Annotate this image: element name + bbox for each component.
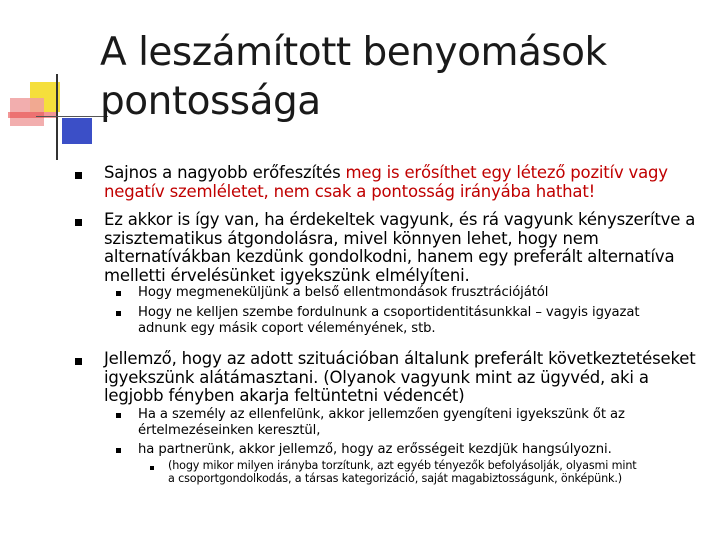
- bullet-line: szisztematikus átgondolásra, mivel könnyen lehet, hogy nem: [104, 228, 599, 248]
- bullet-text-prefix: Sajnos a nagyobb erőfeszítés: [104, 163, 346, 182]
- decorative-red-stripe: [8, 112, 56, 118]
- slide-title-line2: pontossága: [100, 79, 321, 124]
- sub-bullet-line: Hogy ne kelljen szembe fordulnunk a csoportidentitásunkkal – vagyis igyazat: [138, 305, 640, 320]
- bullet-text: [104, 350, 695, 406]
- bullet-text: [104, 211, 695, 285]
- sub-bullet-marker: [116, 413, 121, 418]
- decorative-blue-square: [62, 118, 92, 144]
- slide-title-line1: A leszámított benyomások: [100, 30, 607, 75]
- bullet-line: igyekszünk alátámasztani. (Olyanok vagyunk mint az ügyvéd, aki a: [104, 367, 649, 387]
- sub-sub-bullet-line: a csoportgondolkodás, a társas kategorizáció, saját magabiztosságunk, önképünk.): [168, 471, 622, 485]
- sub-bullet-marker: [116, 311, 121, 316]
- decorative-vertical-line: [56, 74, 58, 160]
- sub-bullet-line: Hogy megmeneküljünk a belső ellentmondások frusztrációjától: [138, 285, 549, 300]
- sub-bullet-line: Ha a személy az ellenfelünk, akkor jellemzően gyengíteni igyekszünk őt az: [138, 407, 625, 422]
- highlighted-text: negatív szemléletet, nem csak a pontosság irányába hathat!: [104, 181, 595, 201]
- sub-bullet-marker: [116, 291, 121, 296]
- bullet-marker: [75, 358, 82, 365]
- bullet-text: [104, 164, 668, 201]
- sub-sub-bullet-text: [168, 460, 637, 485]
- bullet-line: alternatívákban kezdünk gondolkodni, hanem egy preferált alternatíva: [104, 247, 675, 266]
- sub-bullet-text: [138, 442, 612, 458]
- bullet-line: melletti érvelésünket igyekszünk elmélyíteni.: [104, 265, 470, 285]
- sub-bullet-line: adnunk egy másik coport véleményének, stb.: [138, 320, 436, 336]
- slide-title: [100, 28, 700, 126]
- sub-bullet-line: ha partnerünk, akkor jellemző, hogy az erősségeit kezdjük hangsúlyozni.: [138, 442, 612, 457]
- bullet-line: Ez akkor is így van, ha érdekeltek vagyunk, és rá vagyunk kényszerítve a: [104, 210, 696, 229]
- sub-bullet-line: értelmezéseinken keresztül,: [138, 422, 321, 438]
- sub-bullet-text: [138, 285, 548, 301]
- sub-bullet-text: [138, 407, 625, 438]
- bullet-line: Jellemző, hogy az adott szituációban általunk preferált következtetéseket: [104, 349, 696, 368]
- decorative-horizontal-line: [36, 116, 108, 117]
- bullet-marker: [75, 219, 82, 226]
- bullet-marker: [75, 172, 82, 179]
- highlighted-text: meg is erősíthet egy létező pozitív vagy: [345, 163, 668, 182]
- sub-sub-bullet-line: (hogy mikor milyen irányba torzítunk, azt egyéb tényezők befolyásolják, olyasmi mint: [168, 459, 637, 472]
- sub-sub-bullet-marker: [150, 466, 154, 470]
- bullet-line: legjobb fényben akarja feltüntetni védencét): [104, 386, 465, 405]
- sub-bullet-marker: [116, 448, 121, 453]
- sub-bullet-text: [138, 305, 639, 336]
